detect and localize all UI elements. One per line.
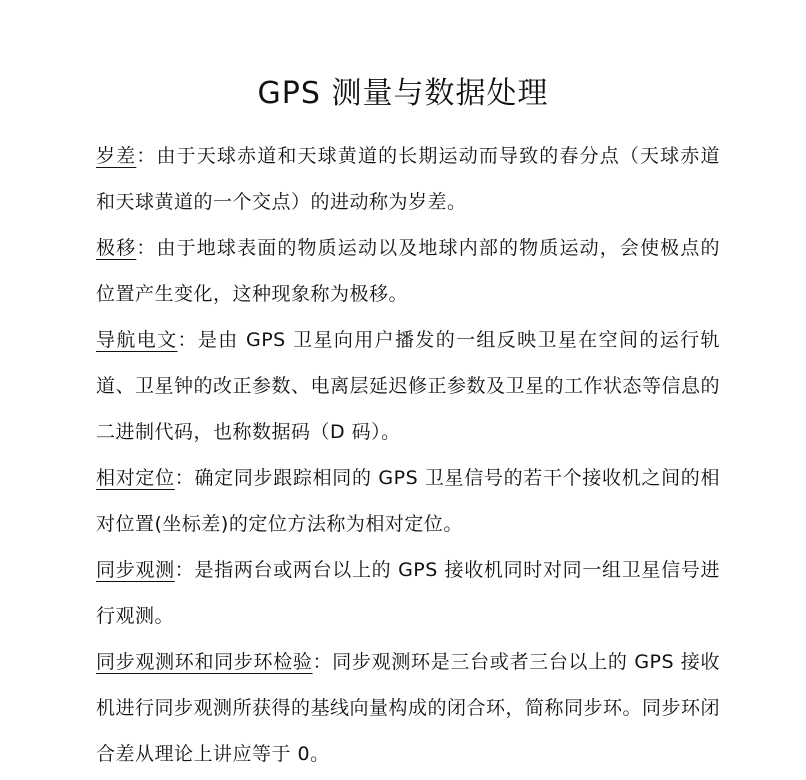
definition-entry-synchronous-observation (96, 547, 720, 639)
term-separator: ： (136, 145, 157, 167)
definition-text-navigation-message: 是由 GPS 卫星向用户播发的一组反映卫星在空间的运行轨道、卫星钟的改正参数、电离层延迟修正参数及卫星的工作状态等信息的二进制代码，也称数据码（D 码）。 (96, 329, 721, 443)
definition-list (96, 133, 720, 777)
term-polar-motion: 极移 (96, 237, 137, 259)
definition-text-synchronous-loop: 同步观测环是三台或者三台以上的 GPS 接收机进行同步观测所获得的基线向量构成的闭合环，简称同步环。同步环闭合差从理论上讲应等于 0。 (96, 651, 721, 765)
term-separator: ： (136, 237, 157, 259)
definition-entry-synchronous-loop (96, 639, 720, 777)
term-precession: 岁差 (96, 145, 137, 167)
definition-text-polar-motion: 由于地球表面的物质运动以及地球内部的物质运动，会使极点的位置产生变化，这种现象称为极移。 (96, 237, 720, 305)
definition-entry-precession (96, 133, 720, 225)
term-relative-positioning: 相对定位 (96, 467, 175, 489)
page-title: GPS 测量与数据处理 (257, 76, 549, 111)
term-synchronous-loop: 同步观测环和同步环检验 (96, 651, 313, 673)
definition-text-precession: 由于天球赤道和天球黄道的长期运动而导致的春分点（天球赤道和天球黄道的一个交点）的进动称为岁差。 (96, 145, 720, 213)
definition-text-relative-positioning: 确定同步跟踪相同的 GPS 卫星信号的若干个接收机之间的相对位置(坐标差)的定位方法称为相对定位。 (96, 467, 720, 535)
definition-entry-relative-positioning (96, 455, 720, 547)
definition-entry-polar-motion (96, 225, 720, 317)
term-synchronous-observation: 同步观测 (96, 559, 175, 581)
term-separator: ： (177, 329, 198, 351)
term-separator: ： (174, 559, 195, 581)
term-separator: ： (312, 651, 333, 673)
term-navigation-message: 导航电文 (96, 329, 178, 351)
definition-entry-navigation-message (96, 317, 720, 455)
definition-text-synchronous-observation: 是指两台或两台以上的 GPS 接收机同时对同一组卫星信号进行观测。 (96, 559, 720, 627)
term-separator: ： (174, 467, 195, 489)
